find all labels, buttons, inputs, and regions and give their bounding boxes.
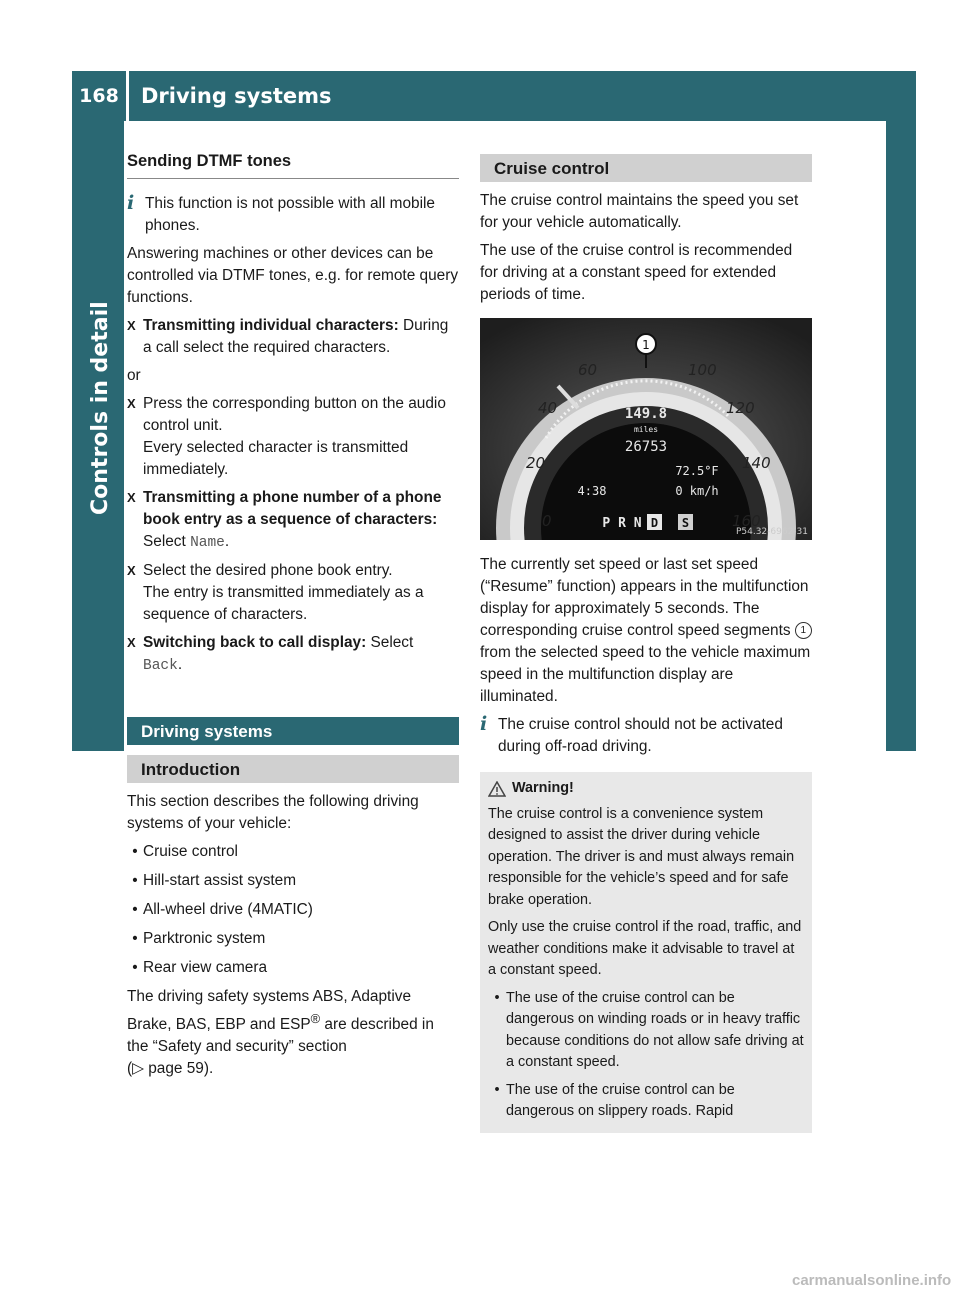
mode-indicator: S bbox=[681, 516, 690, 530]
speed-tick-label: 140 bbox=[742, 454, 771, 472]
registered-mark: ® bbox=[310, 1011, 321, 1026]
step-arrow-icon: X bbox=[127, 635, 136, 650]
bullet-icon: • bbox=[132, 872, 138, 889]
step-item bbox=[127, 632, 459, 677]
driving-systems-bar: Driving systems bbox=[127, 717, 459, 745]
bullet-icon: • bbox=[132, 930, 138, 947]
step-text: Press the corresponding button on the audio control unit. bbox=[143, 395, 446, 434]
step-text: Select the desired phone book entry. bbox=[143, 562, 393, 579]
list-item bbox=[127, 870, 459, 892]
left-column bbox=[127, 150, 459, 1086]
warning-paragraph: Only use the cruise control if the road, traffic, and weather conditions make it advisable to travel at a constant speed. bbox=[488, 919, 802, 978]
bullet-icon: • bbox=[494, 989, 500, 1006]
cruise-paragraph: The cruise control maintains the speed you set for your vehicle automatically. bbox=[480, 192, 799, 231]
speed-tick-label: 60 bbox=[578, 361, 598, 379]
info-icon: i bbox=[127, 192, 135, 214]
warning-header bbox=[488, 778, 804, 800]
safety-text: The driving safety systems ABS, Adaptive Brake, BAS, EBP and ESP bbox=[127, 988, 412, 1034]
step-text-end: . bbox=[224, 533, 230, 550]
speed-tick-label: 20 bbox=[526, 454, 546, 472]
list-item bbox=[488, 1080, 804, 1123]
step-arrow-icon: X bbox=[127, 318, 136, 333]
step-text: The entry is transmitted immediately as a sequence of characters. bbox=[143, 584, 424, 623]
set-speed-text: from the selected speed to the vehicle maximum speed in the multifunction display are illuminated. bbox=[480, 644, 811, 705]
step-title: Switching back to call display: bbox=[143, 634, 367, 651]
list-item bbox=[127, 841, 459, 863]
step-item bbox=[127, 487, 459, 554]
list-item-text: The use of the cruise control can be dangerous on winding roads or in heavy traffic because conditions do not allow safe driving at a constant speed. bbox=[506, 989, 804, 1070]
instrument-cluster-figure bbox=[480, 318, 812, 540]
gear-selected: D bbox=[650, 516, 659, 530]
page-header bbox=[72, 71, 886, 121]
offroad-info bbox=[480, 714, 812, 758]
safety-paragraph bbox=[127, 986, 459, 1080]
cruise-control-bar: Cruise control bbox=[480, 154, 812, 182]
dtmf-heading: Sending DTMF tones bbox=[127, 150, 459, 179]
systems-list bbox=[127, 841, 459, 979]
step-text: During a call select the required characters. bbox=[143, 317, 449, 356]
dtmf-paragraph: Answering machines or other devices can be controlled via DTMF tones, e.g. for remote query functions. bbox=[127, 245, 459, 306]
set-speed-text: The currently set speed or last set speed (“Resume” function) appears in the multifunction display for approximately 5 seconds. The corresponding cruise control speed segments bbox=[480, 556, 809, 639]
dtmf-info-text: This function is not possible with all mobile phones. bbox=[145, 195, 435, 234]
figure-ref-code: P54.32-6962-31 bbox=[735, 527, 808, 537]
step-arrow-icon: X bbox=[127, 490, 136, 505]
speed-tick-label: 40 bbox=[538, 399, 558, 417]
speed-tick-label: 160 bbox=[732, 512, 761, 530]
display-text-back: Back bbox=[143, 658, 178, 674]
temperature: 72.5°F bbox=[675, 464, 719, 478]
figure-callout: 1 bbox=[642, 338, 650, 352]
list-item-text: All-wheel drive (4MATIC) bbox=[143, 901, 313, 918]
step-text: Every selected character is transmitted immediately. bbox=[143, 439, 409, 478]
step-arrow-icon: X bbox=[127, 396, 136, 411]
bullet-icon: • bbox=[494, 1081, 500, 1098]
introduction-bar: Introduction bbox=[127, 755, 459, 783]
speedometer-illustration bbox=[480, 318, 812, 540]
list-item-text: Cruise control bbox=[143, 843, 238, 860]
odometer: 26753 bbox=[624, 439, 668, 455]
display-unit: miles bbox=[633, 425, 659, 434]
step-text: Select bbox=[366, 634, 414, 651]
step-text-end: . bbox=[177, 656, 183, 673]
display-text-name: Name bbox=[190, 535, 225, 551]
or-text: or bbox=[127, 367, 141, 384]
list-item bbox=[127, 957, 459, 979]
step-item bbox=[127, 315, 459, 359]
list-item-text: The use of the cruise control can be dangerous on slippery roads. Rapid bbox=[506, 1081, 735, 1119]
bullet-icon: • bbox=[132, 959, 138, 976]
step-text: Select bbox=[143, 533, 191, 550]
info-icon: i bbox=[480, 713, 488, 735]
list-item-text: Rear view camera bbox=[143, 959, 268, 976]
list-item bbox=[127, 899, 459, 921]
warning-paragraph: The cruise control is a convenience system designed to assist the driver during vehicle operation. The driver is and must always remain responsible for the vehicle’s speed and for safe brake operation. bbox=[488, 805, 795, 908]
bullet-icon: • bbox=[132, 843, 138, 860]
list-item bbox=[127, 928, 459, 950]
offroad-info-text: The cruise control should not be activated during off-road driving. bbox=[498, 716, 783, 755]
dtmf-info bbox=[127, 193, 459, 237]
list-item bbox=[488, 988, 804, 1074]
warning-triangle-icon bbox=[488, 781, 506, 797]
warning-list bbox=[488, 988, 804, 1123]
speed-readout: 0 km/h bbox=[675, 484, 719, 498]
page-reference-link[interactable]: (▷ page 59). bbox=[127, 1060, 214, 1078]
page-number: 168 bbox=[79, 85, 119, 107]
intro-paragraph: This section describes the following driving systems of your vehicle: bbox=[127, 793, 419, 832]
safety-text: are described in the “Safety and security” section bbox=[127, 1016, 434, 1056]
step-item bbox=[127, 560, 459, 626]
side-tab bbox=[886, 71, 916, 751]
list-item-text: Parktronic system bbox=[143, 930, 266, 947]
header-section-title: Driving systems bbox=[141, 84, 332, 108]
gear-indicator: P R N bbox=[602, 516, 642, 531]
speed-tick-label: 100 bbox=[688, 361, 717, 379]
callout-circle: 1 bbox=[795, 622, 812, 639]
step-title: Transmitting a phone number of a phone book entry as a sequence of characters: bbox=[143, 489, 442, 528]
cruise-paragraph: The use of the cruise control is recommended for driving at a constant speed for extended periods of time. bbox=[480, 242, 793, 303]
display-speed: 149.8 bbox=[624, 406, 668, 422]
bullet-icon: • bbox=[132, 901, 138, 918]
step-item bbox=[127, 393, 459, 481]
clock: 4:38 bbox=[577, 484, 607, 498]
step-title: Transmitting individual characters: bbox=[143, 317, 399, 334]
list-item-text: Hill-start assist system bbox=[143, 872, 297, 889]
step-arrow-icon: X bbox=[127, 563, 136, 578]
warning-box bbox=[480, 772, 812, 1133]
side-label: Controls in detail bbox=[88, 301, 113, 515]
warning-title: Warning! bbox=[512, 780, 574, 796]
speed-tick-label: 0 bbox=[542, 512, 552, 530]
set-speed-paragraph bbox=[480, 554, 812, 708]
speed-tick-label: 120 bbox=[726, 399, 755, 417]
right-column bbox=[480, 154, 812, 1133]
footer-watermark: carmanualsonline.info bbox=[792, 1272, 952, 1289]
